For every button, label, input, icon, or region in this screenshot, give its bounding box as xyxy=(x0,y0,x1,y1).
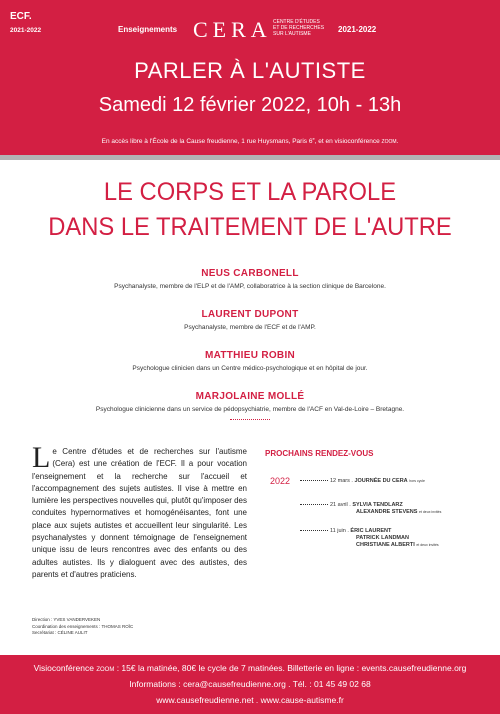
footer-text: : 15€ la matinée, 80€ le cycle de 7 matinées. Billetterie en ligne : events.causefreudienne.org xyxy=(114,663,467,673)
event-date: 11 juin xyxy=(330,528,346,534)
event-sep: . xyxy=(349,478,355,484)
speaker-name: MARJOLAINE MOLLÉ xyxy=(195,391,305,402)
speaker-name: NEUS CARBONELL xyxy=(201,268,299,279)
event-label: ÉRIC LAURENT xyxy=(350,528,392,534)
access-text2: , et en visioconférence xyxy=(314,138,382,146)
speaker-list xyxy=(0,268,500,432)
speaker-name: MATTHIEU ROBIN xyxy=(204,350,296,361)
speaker-desc: Psychologue clinicien dans un Centre médico-psychologique et en hôpital de jour. xyxy=(132,365,368,372)
cera-logo: CERA xyxy=(193,17,272,42)
lecture-title xyxy=(13,175,488,245)
enseignements-label: Enseignements xyxy=(118,25,178,34)
footer-zoom: ZOOM xyxy=(96,667,115,673)
title-line: LE CORPS ET LA PAROLE xyxy=(103,178,397,206)
event-title: PARLER À L'AUTISTE xyxy=(134,58,366,83)
access-info xyxy=(0,136,500,145)
footer-links[interactable]: www.causefreudienne.net . www.cause-autisme.fr xyxy=(156,695,344,705)
access-end: . xyxy=(396,138,399,146)
access-zoom: ZOOM xyxy=(381,139,397,146)
cera-sub-line: CENTRE D'ÉTUDES xyxy=(273,19,320,25)
event-label: CHRISTIANE ALBERTI xyxy=(356,542,415,548)
event-note: hors cycle xyxy=(409,479,425,483)
upcoming-title: PROCHAINS RENDEZ-VOUS xyxy=(265,449,374,458)
speaker-item xyxy=(0,391,500,432)
event-label: JOURNÉE DU CERA xyxy=(354,478,408,484)
ecf-year: 2021-2022 xyxy=(10,27,42,34)
dotted-leader xyxy=(300,530,328,531)
event-date: 21 avril xyxy=(330,502,348,508)
event-item xyxy=(300,478,425,484)
event-label: ALEXANDRE STEVENS xyxy=(356,509,418,515)
event-sep: . xyxy=(345,528,351,534)
event-note: et deux invités xyxy=(418,510,442,514)
footer-text: Visioconférence xyxy=(33,663,97,673)
credit-line: Direction : YVES VANDERVEKEN xyxy=(32,617,101,622)
cera-sub-line: ET DE RECHERCHES xyxy=(273,25,325,31)
divider xyxy=(0,155,500,160)
upcoming-year: 2022 xyxy=(270,476,291,486)
speaker-item xyxy=(0,309,500,350)
dotted-leader xyxy=(300,504,328,505)
event-item xyxy=(300,528,439,549)
credits xyxy=(32,617,133,637)
speaker-desc: Psychologue clinicienne dans un service de pédopsychiatrie, membre de l'ACF en Val-de-Loire – Bretagne. xyxy=(95,406,405,413)
event-item xyxy=(300,502,441,516)
footer-contact: Informations : cera@causefreudienne.org . Tél. : 01 45 49 02 68 xyxy=(129,679,371,689)
credit-line: Secrétariat : CÉLINE AULIT xyxy=(32,630,88,635)
event-note: et deux invités xyxy=(416,543,439,547)
access-text: En accès libre à l'École de la Cause freudienne, 1 rue Huysmans, Paris 6 xyxy=(101,138,313,146)
cera-sub-line: SUR L'AUTISME xyxy=(273,31,311,37)
speaker-desc: Psychanalyste, membre de l'ELP et de l'AMP, collaboratrice à la section clinique de Barcelone. xyxy=(114,283,386,290)
footer-banner xyxy=(0,655,500,714)
intro-paragraph xyxy=(32,441,247,581)
ecf-logo: ECF. xyxy=(10,11,32,22)
dotted-separator xyxy=(230,419,270,420)
footer-line xyxy=(0,663,500,673)
speaker-desc: Psychanalyste, membre de l'ECF et de l'AMP. xyxy=(184,324,316,331)
year-label: 2021-2022 xyxy=(338,25,377,34)
speaker-item xyxy=(0,268,500,309)
credit-line: Coordination des enseignements : THOMAS ROÏC xyxy=(32,623,134,629)
dropcap: L xyxy=(32,441,51,474)
event-label: SYLVIA TENDLARZ xyxy=(352,502,403,508)
header-banner xyxy=(0,0,500,155)
dotted-leader xyxy=(300,480,328,481)
event-label: PATRICK LANDMAN xyxy=(356,535,409,541)
title-line: DANS LE TRAITEMENT DE L'AUTRE xyxy=(48,213,452,241)
speaker-item xyxy=(0,350,500,391)
event-sep: . xyxy=(347,502,353,508)
event-date: Samedi 12 février 2022, 10h - 13h xyxy=(98,94,402,116)
intro-text: e Centre d'études et de recherches sur l'autisme (Cera) est une création de l'ECF. Il a pour vocation l'enseignement et la recherche sur l'accueil et l'accompagnement des sujets autistes. Il vise à mettre en lumière les perspectives nouvelles qui, plutôt qu'imposer des conduites hypernormatives et homogénéisantes, font une place aux sujets autistes et accueillent leur singularité. Les psychanalystes y donnent témoignage de l'enseignement unique issu de leurs rencontres avec des enfants ou des adultes autistes. Ils y dialoguent avec des autistes, des parents et d'autres praticiens. xyxy=(32,447,247,579)
event-date: 12 mars xyxy=(330,478,350,484)
speaker-name: LAURENT DUPONT xyxy=(201,309,299,320)
access-sup: e xyxy=(312,136,315,141)
